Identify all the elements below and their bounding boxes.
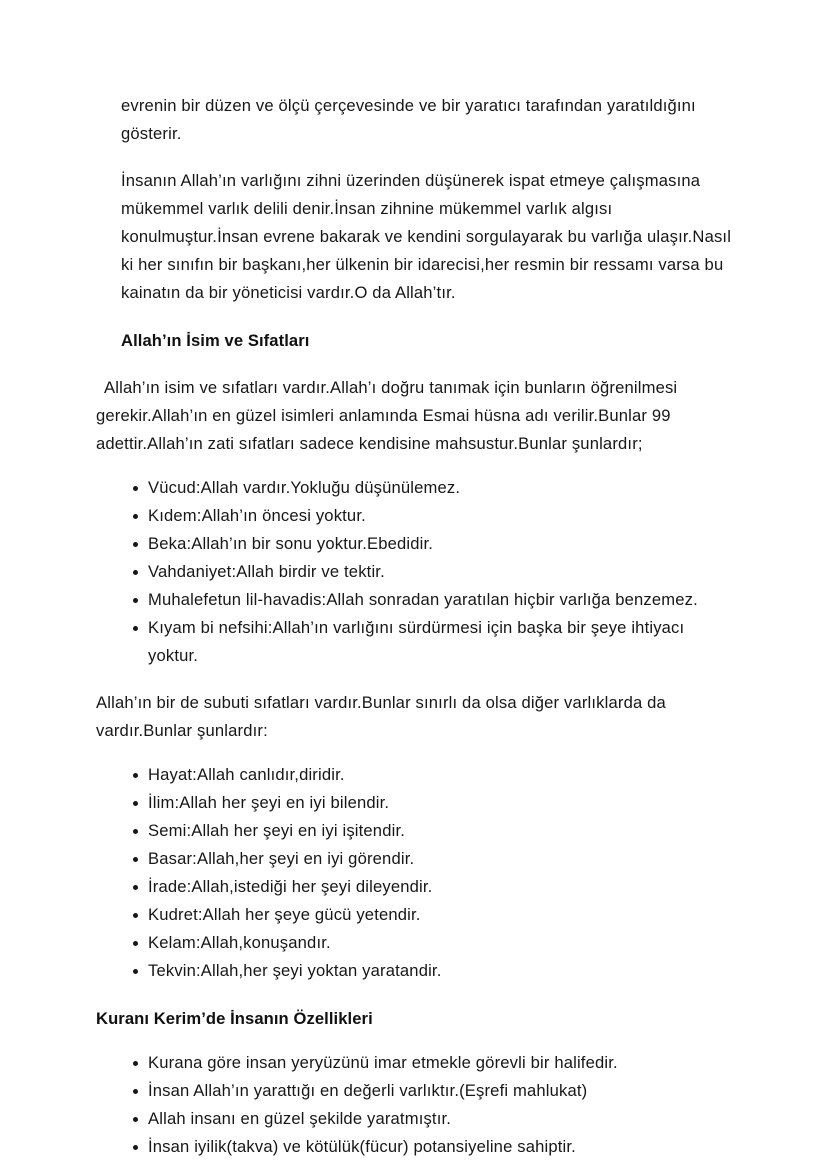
list-item: Kelam:Allah,konuşandır. xyxy=(96,929,732,957)
list-insan-ozellikleri xyxy=(96,1049,732,1161)
list-item: Kudret:Allah her şeye gücü yetendir. xyxy=(96,901,732,929)
heading-kurani-kerimde-insanin-ozellikleri: Kuranı Kerim’de İnsanın Özellikleri xyxy=(96,1009,373,1028)
heading-allahin-isim-ve-sifatlari: Allah’ın İsim ve Sıfatları xyxy=(121,331,310,350)
list-item: Kıyam bi nefsihi:Allah’ın varlığını sürdürmesi için başka bir şeye ihtiyacı yoktur. xyxy=(96,614,732,670)
list-item: Kurana göre insan yeryüzünü imar etmekle görevli bir halifedir. xyxy=(96,1049,732,1077)
paragraph-esmai-husna: Allah’ın isim ve sıfatları vardır.Allah’ı doğru tanımak için bunların öğrenilmesi gerekir.Allah’ın en güzel isimleri anlamında Esmai hüsna adı verilir.Bunlar 99 adettir.Allah’ın zati sıfatları sadece kendisine mahsustur.Bunlar şunlardır; xyxy=(96,378,678,453)
list-item: Tekvin:Allah,her şeyi yoktan yaratandir. xyxy=(96,957,732,985)
list-item: Kıdem:Allah’ın öncesi yoktur. xyxy=(96,502,732,530)
list-item: Allah insanı en güzel şekilde yaratmıştır. xyxy=(96,1105,732,1133)
list-item: Basar:Allah,her şeyi en iyi görendir. xyxy=(96,845,732,873)
list-item: İlim:Allah her şeyi en iyi bilendir. xyxy=(96,789,732,817)
list-subuti-sifatlar xyxy=(96,761,732,985)
list-item: İrade:Allah,istediği her şeyi dileyendir. xyxy=(96,873,732,901)
list-item: Hayat:Allah canlıdır,diridir. xyxy=(96,761,732,789)
list-item: Semi:Allah her şeyi en iyi işitendir. xyxy=(96,817,732,845)
list-item: Muhalefetun lil-havadis:Allah sonradan yaratılan hiçbir varlığa benzemez. xyxy=(96,586,732,614)
list-item: İnsan Allah’ın yarattığı en değerli varlıktır.(Eşrefi mahlukat) xyxy=(96,1077,732,1105)
paragraph-subuti-sifatlar-intro: Allah’ın bir de subuti sıfatları vardır.Bunlar sınırlı da olsa diğer varlıklarda da vardır.Bunlar şunlardır: xyxy=(96,693,666,740)
list-item: Vahdaniyet:Allah birdir ve tektir. xyxy=(96,558,732,586)
paragraph-evrenin-duzen: evrenin bir düzen ve ölçü çerçevesinde ve bir yaratıcı tarafından yaratıldığını gösterir. xyxy=(121,96,696,143)
list-item: İnsan iyilik(takva) ve kötülük(fücur) potansiyeline sahiptir. xyxy=(96,1133,732,1161)
list-item: Vücud:Allah vardır.Yokluğu düşünülemez. xyxy=(96,474,732,502)
paragraph-mukemmel-varlik-delili: İnsanın Allah’ın varlığını zihni üzerinden düşünerek ispat etmeye çalışmasına mükemmel varlık delili denir.İnsan zihnine mükemmel varlık algısı konulmuştur.İnsan evrene bakarak ve kendini sorgulayarak bu varlığa ulaşır.Nasıl ki her sınıfın bir başkanı,her ülkenin bir idarecisi,her resmin bir ressamı varsa bu kainatın da bir yöneticisi vardır.O da Allah’tır. xyxy=(121,171,732,302)
list-item: Beka:Allah’ın bir sonu yoktur.Ebedidir. xyxy=(96,530,732,558)
list-zati-sifatlar xyxy=(96,474,732,670)
document-content xyxy=(96,92,732,1161)
